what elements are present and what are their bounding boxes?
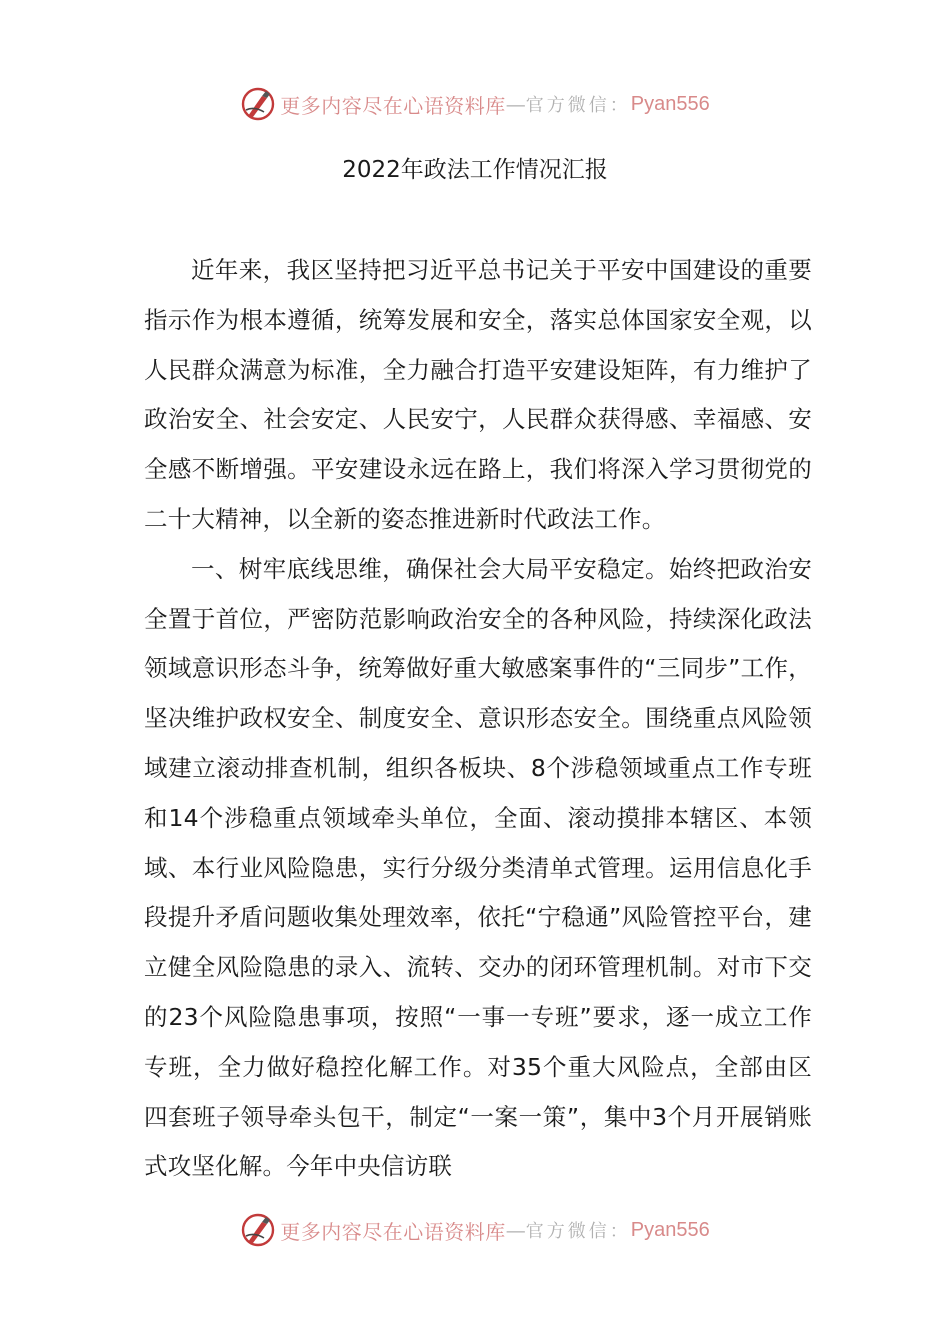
document-body: [144, 246, 812, 1192]
watermark-dash: —: [505, 92, 526, 116]
pen-logo-icon: [240, 86, 276, 122]
watermark-secondary-text: 官方微信：: [525, 95, 631, 116]
document-title: 2022年政法工作情况汇报: [342, 157, 608, 183]
watermark-main-text: 更多内容尽在心语资料库: [280, 1219, 506, 1244]
watermark-main-text: 更多内容尽在心语资料库: [280, 93, 506, 118]
watermark-header: [0, 82, 950, 126]
watermark-secondary-text: 官方微信：: [525, 1221, 631, 1242]
pen-logo-icon: [240, 1212, 276, 1248]
paragraph-intro: 近年来，我区坚持把习近平总书记关于平安中国建设的重要指示作为根本遵循，统筹发展和安全，落实总体国家安全观，以人民群众满意为标准，全力融合打造平安建设矩阵，有力维护了政治安全、社会安定、人民安宁，人民群众获得感、幸福感、安全感不断增强。平安建设永远在路上，我们将深入学习贯彻党的二十大精神，以全新的姿态推进新时代政法工作。: [144, 256, 812, 533]
watermark-dash: —: [505, 1218, 526, 1242]
watermark-footer: [0, 1208, 950, 1252]
watermark-account: Pyan556: [630, 92, 710, 115]
paragraph-section-1: 一、树牢底线思维，确保社会大局平安稳定。始终把政治安全置于首位，严密防范影响政治安全的各种风险，持续深化政法领域意识形态斗争，统筹做好重大敏感案事件的“三同步”工作，坚决维护政权安全、制度安全、意识形态安全。围绕重点风险领域建立滚动排查机制，组织各板块、8个涉稳领域重点工作专班和14个涉稳重点领域牵头单位，全面、滚动摸排本辖区、本领域、本行业风险隐患，实行分级分类清单式管理。运用信息化手段提升矛盾问题收集处理效率，依托“宁稳通”风险管控平台，建立健全风险隐患的录入、流转、交办的闭环管理机制。对市下交的23个风险隐患事项，按照“一事一专班”要求，逐一成立工作专班，全力做好稳控化解工作。对35个重大风险点，全部由区四套班子领导牵头包干，制定“一案一策”，集中3个月开展销账式攻坚化解。今年中央信访联: [144, 554, 812, 1181]
watermark-account: Pyan556: [630, 1218, 710, 1241]
